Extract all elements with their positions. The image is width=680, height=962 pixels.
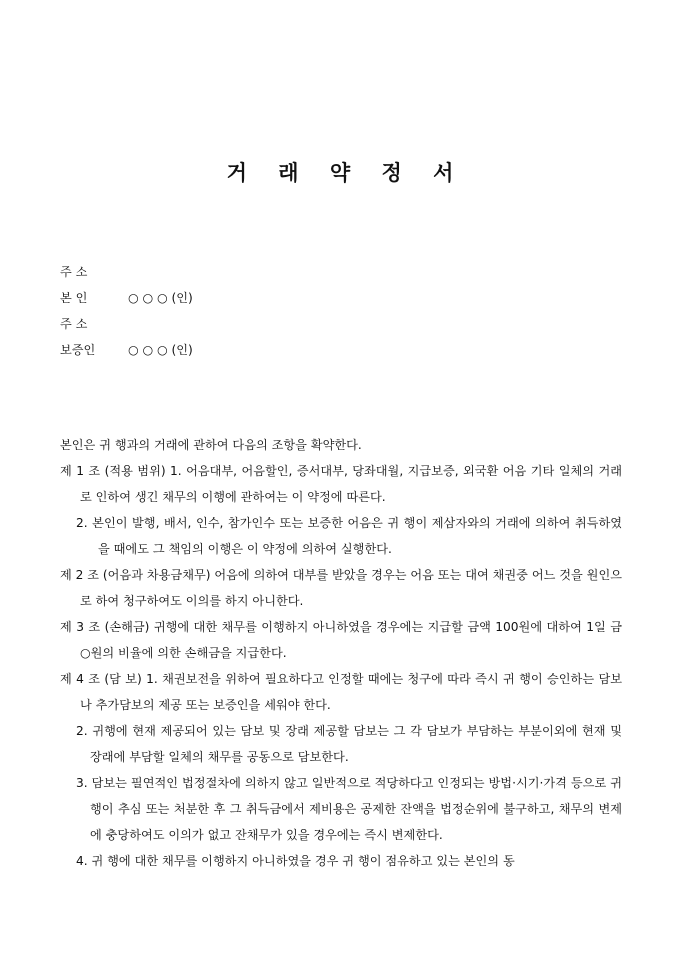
article-1: 제 1 조 (적용 범위) 1. 어음대부, 어음할인, 증서대부, 당좌대월, 지급보증, 외국환 어음 기타 일체의 거래로 인하여 생긴 채무의 이행에 관하여는 이 약정에 따른다. [60, 464, 622, 504]
title-char: 거 [226, 160, 247, 185]
party-row-guarantor [60, 341, 193, 358]
title-char: 서 [433, 160, 454, 185]
party-value: ○ ○ ○ (인) [128, 343, 193, 357]
party-row-principal [60, 289, 193, 306]
party-row-address-2 [60, 315, 112, 332]
article-2: 제 2 조 (어음과 차용금채무) 어음에 의하여 대부를 받았을 경우는 어음 또는 대여 채권중 어느 것을 원인으로 하여 청구하여도 이의를 하지 아니한다. [60, 568, 622, 608]
article-4-clause-3: 3. 담보는 필연적인 법정절차에 의하지 않고 일반적으로 적당하다고 인정되는 방법·시기·가격 등으로 귀행이 추심 또는 처분한 후 그 취득금에서 제비용은 공제한 잔액을 법정순위에 불구하고, 채무의 변제에 충당하여도 이의가 없고 잔채무가 있을 경우에는 즉시 변제한다. [76, 776, 622, 842]
article-3: 제 3 조 (손해금) 귀행에 대한 채무를 이행하지 아니하였을 경우에는 지급할 금액 100원에 대하여 1일 금 ○원의 비율에 의한 손해금을 지급한다. [60, 620, 622, 660]
article-4-clause-2: 2. 귀행에 현재 제공되어 있는 담보 및 장래 제공할 담보는 그 각 담보가 부담하는 부분이외에 현재 및 장래에 부담할 일체의 채무를 공동으로 담보한다. [76, 724, 622, 764]
document-title [0, 157, 680, 187]
party-label: 주 소 [60, 265, 88, 279]
article-4: 제 4 조 (담 보) 1. 채권보전을 위하여 필요하다고 인정할 때에는 청구에 따라 즉시 귀 행이 승인하는 담보나 추가담보의 제공 또는 보증인을 세워야 한다. [60, 672, 622, 712]
article-1-clause-2: 2. 본인이 발행, 배서, 인수, 참가인수 또는 보증한 어음은 귀 행이 제삼자와의 거래에 의하여 취득하였을 때에도 그 책임의 이행은 이 약정에 의하여 실행한다. [76, 516, 622, 556]
agreement-body [60, 432, 622, 874]
intro-paragraph: 본인은 귀 행과의 거래에 관하여 다음의 조항을 확약한다. [60, 438, 362, 452]
party-label: 보증인 [60, 343, 96, 357]
party-label: 본 인 [60, 291, 88, 305]
title-char: 래 [278, 160, 299, 185]
article-4-clause-4: 4. 귀 행에 대한 채무를 이행하지 아니하였을 경우 귀 행이 점유하고 있는 본인의 동 [76, 854, 515, 868]
party-row-address-1 [60, 263, 112, 280]
party-value: ○ ○ ○ (인) [128, 291, 193, 305]
title-char: 정 [381, 160, 402, 185]
party-label: 주 소 [60, 317, 88, 331]
title-char: 약 [329, 160, 351, 185]
